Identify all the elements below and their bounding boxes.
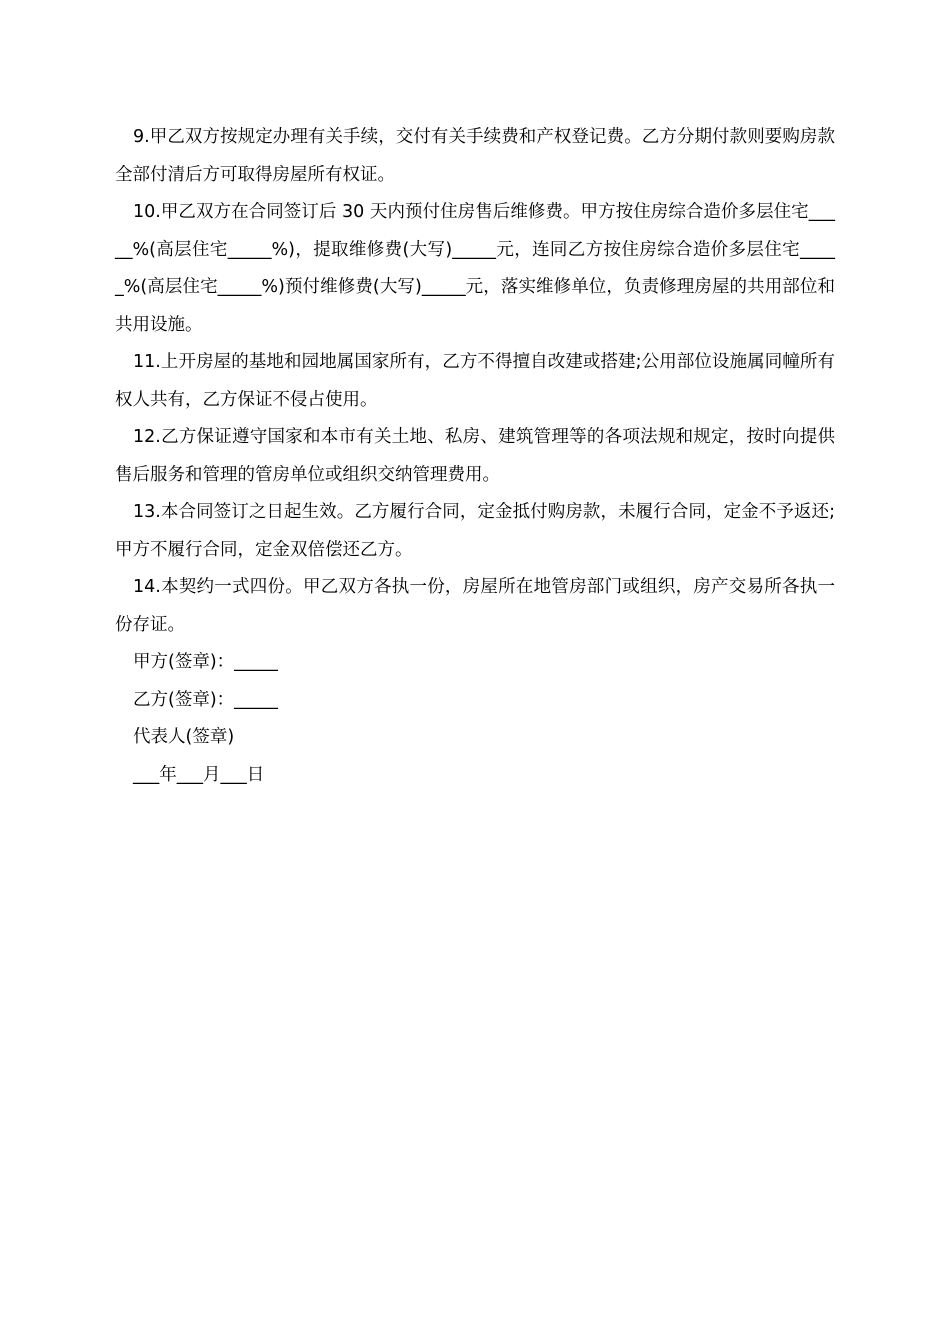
contract-body xyxy=(115,119,835,794)
clause-11: 11.上开房屋的基地和园地属国家所有，乙方不得擅自改建或搭建;公用部位设施属同幢所有权人共有，乙方保证不侵占使用。 xyxy=(115,352,835,410)
signing-date: ___年___月___日 xyxy=(133,764,265,785)
signature-block xyxy=(115,644,835,794)
clause-13: 13.本合同签订之日起生效。乙方履行合同，定金抵付购房款，未履行合同，定金不予返还;甲方不履行合同，定金双倍偿还乙方。 xyxy=(115,502,835,560)
party-a-signature: 甲方(签章)：_____ xyxy=(133,652,278,672)
clause-12: 12.乙方保证遵守国家和本市有关土地、私房、建筑管理等的各项法规和规定，按时向提供售后服务和管理的管房单位或组织交纳管理费用。 xyxy=(115,427,835,485)
party-b-signature: 乙方(签章)：_____ xyxy=(133,689,278,710)
clause-9: 9.甲乙双方按规定办理有关手续，交付有关手续费和产权登记费。乙方分期付款则要购房款全部付清后方可取得房屋所有权证。 xyxy=(115,127,835,185)
representative-signature: 代表人(签章) xyxy=(133,727,235,747)
clause-10: 10.甲乙双方在合同签订后 30 天内预付住房售后维修费。甲方按住房综合造价多层住宅_____%(高层住宅_____%)，提取维修费(大写)_____元，连同乙方按住房综合造价多层住宅_____%(高层住宅_____%)预付维修费(大写)_____元，落实维修单位，负责修理房屋的共用部位和共用设施。 xyxy=(115,202,835,335)
clause-14: 14.本契约一式四份。甲乙双方各执一份，房屋所在地管房部门或组织，房产交易所各执一份存证。 xyxy=(115,577,835,635)
